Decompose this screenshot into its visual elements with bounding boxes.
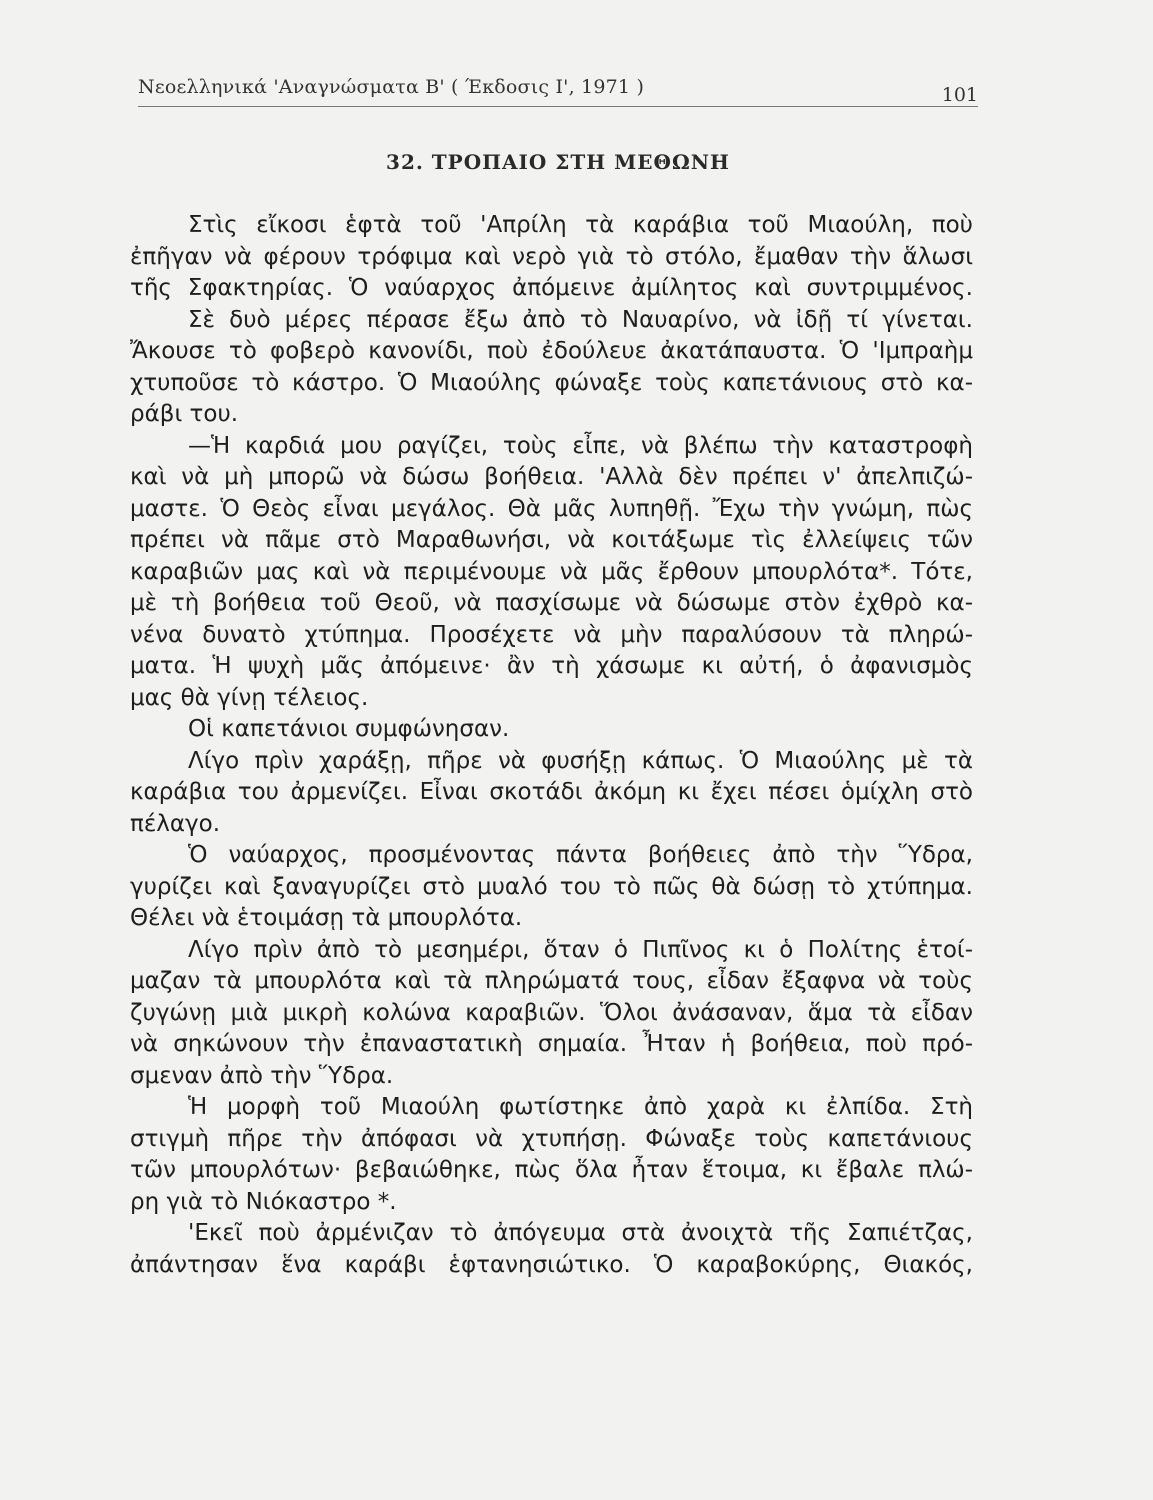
text-line: στιγμὴ πῆρε τὴν ἀπόφασι νὰ χτυπήσῃ. Φώναξε τοὺς καπετάνιους [130, 1125, 973, 1152]
page-header [138, 76, 978, 106]
text-line: Στὶς εἴκοσι ἑφτὰ τοῦ 'Απρίλη τὰ καράβια τοῦ Μιαούλη, ποὺ [188, 212, 973, 238]
text-line: πέλαγο. [130, 810, 221, 837]
text-line: καραβιῶν μας καὶ νὰ περιμένουμε νὰ μᾶς ἔρθουν μπουρλότα*. Τότε, [130, 558, 973, 585]
text-line: σμεναν ἀπὸ τὴν Ὕδρα. [130, 1062, 394, 1089]
text-line: Ἡ μορφὴ τοῦ Μιαούλη φωτίστηκε ἀπὸ χαρὰ κι ἐλπίδα. Στὴ [188, 1094, 973, 1120]
text-line: καράβια του ἀρμενίζει. Εἶναι σκοτάδι ἀκόμη κι ἔχει πέσει ὁμίχλη στὸ [130, 779, 973, 805]
page-number: 101 [941, 84, 978, 106]
text-line: γυρίζει καὶ ξαναγυρίζει στὸ μυαλό του τὸ πῶς θὰ δώσῃ τὸ χτύπημα. [130, 873, 973, 900]
text-line: τῶν μπουρλότων· βεβαιώθηκε, πὼς ὅλα ἦταν ἕτοιμα, κι ἔβαλε πλώ- [130, 1157, 973, 1183]
text-line: νένα δυνατὸ χτύπημα. Προσέχετε νὰ μὴν παραλύσουν τὰ πληρώ- [130, 621, 973, 648]
text-line: Ὁ ναύαρχος, προσμένοντας πάντα βοήθειες ἀπὸ τὴν Ὕδρα, [188, 842, 973, 868]
header-rule [138, 106, 978, 107]
text-line: καὶ νὰ μὴ μπορῶ νὰ δώσω βοήθεια. 'Αλλὰ δὲν πρέπει ν' ἀπελπιζώ- [130, 464, 973, 490]
text-line: μας θὰ γίνῃ τέλειος. [130, 684, 369, 711]
text-line: ρη γιὰ τὸ Νιόκαστρο *. [130, 1188, 397, 1215]
text-line: πρέπει νὰ πᾶμε στὸ Μαραθωνήσι, νὰ κοιτάξωμε τὶς ἐλλείψεις τῶν [130, 527, 973, 553]
text-line: Λίγο πρὶν χαράξῃ, πῆρε νὰ φυσήξῃ κάπως. Ὁ Μιαούλης μὲ τὰ [188, 747, 973, 774]
text-line: —Ἡ καρδιά μου ραγίζει, τοὺς εἶπε, νὰ βλέπω τὴν καταστροφὴ [188, 432, 973, 459]
text-line: μαστε. Ὁ Θεὸς εἶναι μεγάλος. Θὰ μᾶς λυπηθῇ. Ἔχω τὴν γνώμη, πὼς [130, 495, 973, 522]
text-line: μὲ τὴ βοήθεια τοῦ Θεοῦ, νὰ πασχίσωμε νὰ δώσωμε στὸν ἐχθρὸ κα- [130, 590, 973, 616]
text-line: ἀπάντησαν ἕνα καράβι ἑφτανησιώτικο. Ὁ καραβοκύρης, Θιακός, [130, 1251, 973, 1278]
text-line: τῆς Σφακτηρίας. Ὁ ναύαρχος ἀπόμεινε ἀμίλητος καὶ συντριμμένος. [130, 275, 973, 301]
text-line: Θέλει νὰ ἑτοιμάσῃ τὰ μπουρλότα. [130, 905, 523, 931]
running-title: Νεοελληνικά 'Αναγνώσματα Β' ( Έκδοσις Ι', 1971 ) [138, 76, 645, 98]
chapter-title: 32. ΤΡΟΠΑΙΟ ΣΤΗ ΜΕΘΩΝΗ [386, 150, 730, 174]
text-line: χτυποῦσε τὸ κάστρο. Ὁ Μιαούλης φώναξε τοὺς καπετάνιους στὸ κα- [130, 369, 973, 396]
text-line: νὰ σηκώνουν τὴν ἐπαναστατικὴ σημαία. Ἦταν ἡ βοήθεια, ποὺ πρό- [130, 1031, 973, 1057]
text-line: ράβι του. [130, 401, 239, 427]
text-line: ἐπῆγαν νὰ φέρουν τρόφιμα καὶ νερὸ γιὰ τὸ στόλο, ἔμαθαν τὴν ἅλωσι [130, 243, 973, 270]
text-line: Ἄκουσε τὸ φοβερὸ κανονίδι, ποὺ ἐδούλευε ἀκατάπαυστα. Ὁ 'Ιμπραὴμ [130, 338, 973, 364]
text-line: 'Εκεῖ ποὺ ἀρμένιζαν τὸ ἀπόγευμα στὰ ἀνοιχτὰ τῆς Σαπιέτζας, [188, 1220, 973, 1246]
text-line: ματα. Ἡ ψυχὴ μᾶς ἀπόμεινε· ἂν τὴ χάσωμε κι αὐτή, ὁ ἀφανισμὸς [130, 653, 973, 679]
text-line: Σὲ δυὸ μέρες πέρασε ἔξω ἀπὸ τὸ Ναυαρίνο, νὰ ἰδῇ τί γίνεται. [188, 306, 973, 333]
text-line: Οἱ καπετάνιοι συμφώνησαν. [188, 716, 510, 742]
text-line: ζυγώνῃ μιὰ μικρὴ κολώνα καραβιῶν. Ὅλοι ἀνάσαναν, ἅμα τὰ εἶδαν [130, 999, 973, 1026]
body-text [130, 210, 973, 1281]
text-line: Λίγο πρὶν ἀπὸ τὸ μεσημέρι, ὅταν ὁ Πιπῖνος κι ὁ Πολίτης ἑτοί- [188, 936, 973, 963]
text-line: μαζαν τὰ μπουρλότα καὶ τὰ πληρώματά τους, εἶδαν ἔξαφνα νὰ τοὺς [130, 968, 973, 994]
